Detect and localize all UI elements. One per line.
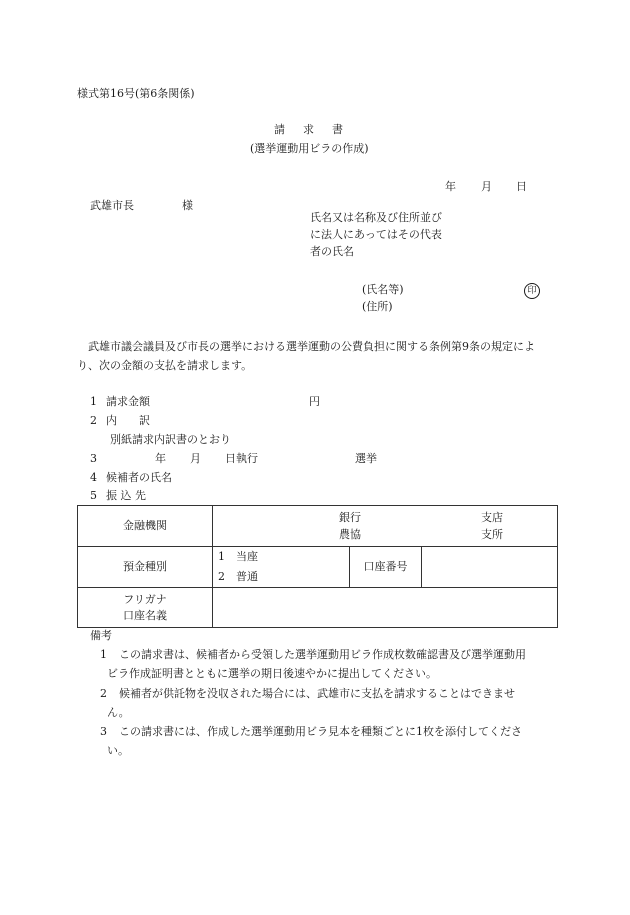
item-3-number: 3 (90, 452, 97, 465)
branch-office-label: 支所 (481, 528, 503, 541)
account-number-value-cell[interactable] (422, 547, 558, 588)
item-3-election: 選挙 (355, 452, 377, 465)
bank-institution-row (78, 506, 558, 547)
remark-3-number: 3 (100, 725, 107, 738)
seal-mark: 印 (524, 283, 540, 299)
item-1-label: 請求金額 (106, 395, 150, 408)
account-number-label: 口座番号 (363, 560, 408, 574)
account-name-label-cell (78, 588, 213, 628)
item-1-unit: 円 (309, 395, 320, 408)
institution-label-cell (78, 506, 213, 547)
remarks-heading: 備考 (90, 629, 112, 642)
claimant-note-line-1: 氏名又は名称及び住所並び (310, 211, 442, 224)
item-4-label: 候補者の氏名 (106, 471, 172, 484)
branch-label: 支店 (481, 511, 503, 524)
deposit-type-label: 預金種別 (123, 560, 167, 574)
deposit-options-cell[interactable] (213, 547, 350, 588)
account-number-label-cell (350, 547, 422, 588)
item-5-number: 5 (90, 489, 97, 502)
claimant-note-line-2: に法人にあってはその代表 (310, 228, 442, 241)
institution-label: 金融機関 (123, 519, 167, 533)
remark-2-number: 2 (100, 687, 107, 700)
account-name-label: 口座名義 (123, 608, 167, 622)
item-2-label: 内 訳 (106, 414, 150, 427)
document-subtitle: (選挙運動用ビラの作成) (250, 142, 369, 155)
claimant-note-line-3: 者の氏名 (310, 245, 354, 258)
account-name-value-cell[interactable] (213, 588, 558, 628)
account-name-row (78, 588, 558, 628)
deposit-option-ordinary[interactable]: 2 普通 (218, 570, 258, 583)
remark-2-line-1: 候補者が供託物を没収された場合には、武雄市に支払を請求することはできませ (119, 687, 515, 700)
item-2-number: 2 (90, 414, 97, 427)
remark-3-line-1: この請求書には、作成した選挙運動用ビラ見本を種類ごとに1枚を添付してくださ (119, 725, 522, 738)
item-3-day: 日執行 (225, 452, 258, 465)
date-day-label: 日 (516, 180, 527, 193)
institution-value-cell[interactable] (213, 506, 558, 547)
furigana-label: フリガナ (123, 593, 167, 607)
agri-coop-label: 農協 (339, 528, 361, 541)
item-2-detail: 別紙請求内訳書のとおり (110, 433, 231, 446)
name-label: (氏名等) (362, 283, 404, 296)
address-label: (住所) (362, 300, 393, 313)
remark-1-number: 1 (100, 648, 107, 661)
remark-1-line-2: ビラ作成証明書とともに選挙の期日後速やかに提出してください。 (107, 667, 437, 680)
form-number: 様式第16号(第6条関係) (77, 87, 195, 100)
request-paragraph: 武雄市議会議員及び市長の選挙における選挙運動の公費負担に関する条例第9条の規定により、次の金額の支払を請求します。 (77, 340, 535, 373)
item-5-label: 振 込 先 (106, 489, 146, 502)
document-title: 請求書 (274, 123, 361, 136)
date-month-label: 月 (481, 180, 492, 193)
deposit-label-cell (78, 547, 213, 588)
bank-transfer-table (77, 505, 558, 628)
item-4-number: 4 (90, 471, 97, 484)
remark-2-line-2: ん。 (107, 706, 130, 719)
date-year-label: 年 (445, 180, 456, 193)
bank-label: 銀行 (339, 511, 361, 524)
item-3-year: 年 (155, 452, 166, 465)
deposit-option-checking[interactable]: 1 当座 (218, 550, 258, 563)
remark-1-line-1: この請求書は、候補者から受領した選挙運動用ビラ作成枚数確認書及び選挙運動用 (119, 648, 526, 661)
item-3-month: 月 (190, 452, 201, 465)
deposit-type-row (78, 547, 558, 588)
remark-3-line-2: い。 (107, 744, 129, 757)
addressee-name: 武雄市長 (90, 199, 134, 212)
item-1-number: 1 (90, 395, 97, 408)
addressee-honorific: 様 (182, 199, 193, 212)
